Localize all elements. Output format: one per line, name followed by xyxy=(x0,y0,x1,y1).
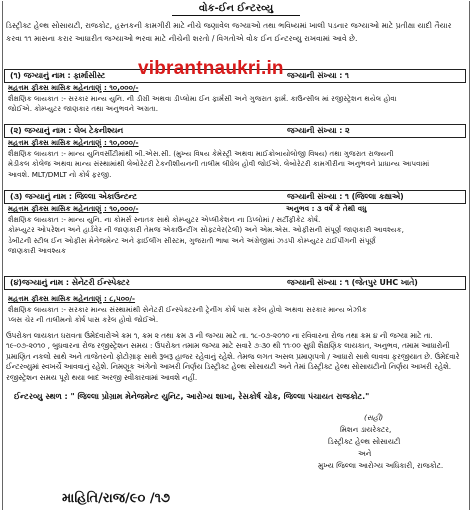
interview-details: ઉપરોક્ત લાયકાત ધરાવતા ઉમેદવારોએ ક્રમ ૧, ક્રમ ૨ તથા ક્રમ ૩ ની જગ્યા માટે તા. ૧૮-૦૭-૨૦૧૦ ના રવિવારના રોજ તથા ક્રમ ૪ ની જગ્યા માટે તા. ૧૯-૦૭-૨૦૧૦ , બુધવારના રોજ રજીસ્ટ્રેશન સમય : ઉપરોક્ત તમામ જગ્યા માટે સવારે ૭ઃ૩૦ થી ૧૧ઃ૦૦ સુધી શૈક્ષણિક લાયકાત, અનુભવ, તમામ આધારોની પ્રમાણિત નકલો સાથે અને તાજેતરનો ફોટોગ્રાફ સાથે રૂબરૂ હાજર રહેવાનું રહેશે. તેમજ લગત અસલ પ્રમાણપત્રો / આધારો સાથે લાવવા ફરજીયાત છે. ઉમેદવારે ઈન્ટરવ્યુમાં સ્વખર્ચે આવવાનું રહેશે. નિમણૂક અંગેનો આખરી નિર્ણય ડિસ્ટ્રીક્ટ હેલ્થ સોસાયટી અને તેમાં ડિસ્ટ્રીક્ટ હેલ્થ સોસાયટીનો નિર્ણય આખરી રહેશે. રજીસ્ટ્રેશન સમય પૂરો થયા બાદ અરજી સ્વીકારવામાં આવશે નહીં. xyxy=(6,331,460,382)
title-underline xyxy=(172,15,300,16)
post-salary xyxy=(4,204,466,215)
post-lab-technician xyxy=(4,124,466,180)
post-qualification-cont: આવશે. MLT/DMLT નો કોર્ષ ફરજી. xyxy=(8,169,112,179)
post-vacancy: જગ્યાની સંખ્યા : ૨ xyxy=(287,126,350,135)
signatory-line-1: મિશન ડાયરેક્ટર, xyxy=(340,425,392,434)
watermark: vibrantnaukri.in xyxy=(138,58,284,79)
post-name: (૪)જગ્યાનું નામ : સેનેટરી ઈન્સ્પેક્ટર xyxy=(10,278,130,287)
post-salary xyxy=(4,294,466,305)
signatory-line-2: ડિસ્ટ્રીક્ટ હેલ્થ સોસાયટી xyxy=(328,437,401,446)
post-vacancy: જગ્યાની સંખ્યા : ૧ (જિલ્લા કક્ષાએ) xyxy=(287,192,404,201)
post-qualification-cont: મેડીકલ કોલેજ અથવા માન્ય સંસ્થામાંથી લેબોરેટરી ટેકનીશીયનની તાલીમ લીધેલ હોવી જોઈએ. લેબોરેટરી કામગીરીના અનુભવને પ્રાધાન્ય આપવામાં xyxy=(8,159,430,168)
post-name: (૧) જગ્યાનું નામ : ફાર્માસીસ્ટ xyxy=(10,71,106,80)
salary-text: મહત્તમ ફીક્સ માસિક મહેનતાણું : ૮,૫૦૦/- xyxy=(8,294,136,303)
post-qualification-cont: જોઈએ. કોમ્પ્યુટર જાણકાર તથા અનુભવને અગ્રતા. xyxy=(8,104,159,113)
salary-text: મહત્તમ ફીક્સ માસિક મહેનતાણું : ૧૦,૦૦૦/- xyxy=(8,83,139,92)
post-qualification-cont: ડેબીટની સ્ટીલ ઈન ઓફીસ મેનેજમેન્ટ અને ફાઈલીંગ સીસ્ટમ, ગુજરાતી ભાષા અને અંગ્રેજીમાં ઝડપી કોમ્પ્યુટર ટાઈપીંગની સંપૂર્ણ xyxy=(8,235,376,245)
experience-text: અનુભવ : ૩ વર્ષ કે તેથી વધુ xyxy=(286,204,367,213)
post-vacancy: જગ્યાની સંખ્યા : ૧ xyxy=(287,71,349,80)
signature: (સહી) xyxy=(364,413,384,422)
post-district-accountant xyxy=(4,190,466,257)
post-qualification: શૈક્ષણિક લાયકાત :- માન્ય યુનિ. ના કોમર્સ સ્નાતક સાથે કોમ્પ્યુટર એપ્લીકેશન ના ડિપ્લોમાં / સર્ટીફીકેટ કોર્ષ. xyxy=(8,214,321,224)
notice-title: વોક-ઈન ઈન્ટરવ્યુ xyxy=(198,3,274,14)
post-qualification: શૈક્ષણિક લાયકાત :- માન્ય યુનિવર્સીટીમાંથી બી.એસ.સી. (મુખ્ય વિષય કેમેસ્ટ્રી અથવા માઈક્રોબાયોલોજી વિષય) તથા ગુજરાત રાજ્યની xyxy=(8,148,394,158)
post-name: (૨) જગ્યાનું નામ : લેબ ટેકનીશ્યન xyxy=(10,126,124,135)
post-salary xyxy=(4,138,466,149)
post-qualification: શૈક્ષણિક લાયકાત :- સરકાર માન્ય યુનિ. ની ડીગ્રી અથવા ડીપ્લોમા ઈન ફાર્મસી અને ગુજરાત ફાર્મ. કાઉન્સીલ માં રજીસ્ટ્રેશન થયેલ હોવા xyxy=(8,93,397,103)
salary-text: મહત્તમ ફીક્સ માસિક મહેનતાણું : ૧૦,૦૦૦/- xyxy=(8,138,139,147)
intro-paragraph: ડિસ્ટ્રીક્ટ હેલ્થ સોસાયટી, રાજકોટ, હસ્તકની કામગીરી માટે નીચે જણાવેલ જગ્યાઓ તથા ભવિષ્યમાં ખાલી પડનાર જગ્યાઓ માટે પ્રતીક્ષા યાદી તૈયાર કરવા ૧૧ માસના કરાર આધારીત જગ્યાઓ ભરવા માટે નીચેની શરતો / વિગતોએ વોક ઈન ઈન્ટરવ્યુ રાખવામાં આવે છે. xyxy=(6,21,452,43)
post-header xyxy=(4,276,466,290)
reference-number: માહિતિ/રાજ/૯૦ /૧૭ xyxy=(62,491,171,506)
signatory-line-3: અને xyxy=(358,449,372,458)
post-name: (૩) જગ્યાનું નામ : જિલ્લા એકાઉન્ટન્ટ xyxy=(10,192,137,201)
signature-block xyxy=(318,412,468,472)
post-salary xyxy=(4,83,466,94)
post-sanitary-inspector xyxy=(4,276,466,326)
post-qualification: શૈક્ષણિક લાયકાત :- સરકાર માન્ય સંસ્થામાંથી સેનેટરી ઈન્સ્પેક્ટરની ટ્રેનીંગ કોર્ષ પાસ કરેલ હોવો અથવા સરકાર માન્ય બેઝીક xyxy=(8,304,367,314)
post-vacancy: જગ્યાની સંખ્યા : ૧ (જેતપુર UHC ખાતે) xyxy=(287,278,418,287)
post-qualification-cont: પ્લસ ચેર ની તાલીમનો કોર્ષ પાસ કરેલ હોવો જોઈએ. xyxy=(8,315,159,324)
salary-text: મહત્તમ ફીક્સ માસિક મહેનતાણું : ૧૦,૦૦૦/- xyxy=(8,204,139,213)
post-qualification-cont: જાણકારી આવશ્યક xyxy=(8,246,67,255)
post-header xyxy=(4,124,466,138)
post-header xyxy=(4,190,466,204)
post-qualification-cont: કોમ્પ્યુટર ઓપરેશન અને હાર્ડવેર ની જાણકારી તેમજ એકાઉન્ટીંગ સોફ્ટવેર(ટેલી) અને એમ.એસ. ઓફીસની સંપૂર્ણ જાણકારી આવશ્યક, xyxy=(8,225,404,234)
interview-venue: ઈન્ટરવ્યુ સ્થળ : " જિલ્લા પ્રોગ્રામ મેનેજમેન્ટ યુનિટ, આરોગ્ય શાખા, રેસકોર્ષ ચોક, જિલ્લા પંચાયત રાજકોટ." xyxy=(14,392,370,401)
signatory-line-4: મુખ્ય જિલ્લા આરોગ્ય અધિકારી, રાજકોટ. xyxy=(318,461,444,470)
